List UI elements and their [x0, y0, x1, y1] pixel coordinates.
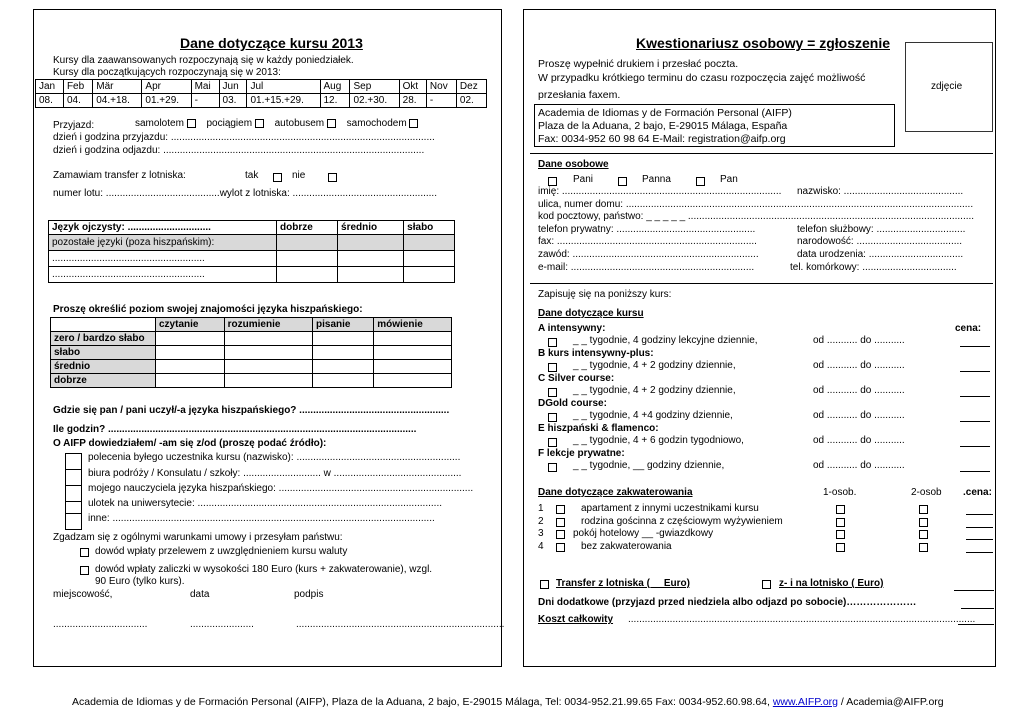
transfer-no-checkbox[interactable]: [328, 173, 337, 182]
arrival-day-field[interactable]: dzień i godzina przyjazdu: ...............................................................................................: [53, 132, 435, 143]
col-medium: średnio: [338, 221, 404, 235]
course-date-range-field[interactable]: od ........... do ...........: [813, 410, 905, 421]
col-writing: pisanie: [313, 318, 374, 332]
fill-instructions: Proszę wypełnić drukiem i przesłać poczta.: [538, 58, 739, 70]
start-date-cell: 02.+30.: [350, 94, 399, 108]
transfer-from-airport-checkbox[interactable]: [540, 580, 549, 589]
start-date-cell: 28.: [399, 94, 426, 108]
other-languages-label: pozostałe języki (poza hiszpańskim):: [49, 235, 277, 251]
nationality-field[interactable]: narodowość: ......................................: [797, 236, 963, 247]
transfer-both-label: z- i na lotnisko ( Euro): [779, 578, 884, 589]
transport-options: [135, 118, 418, 130]
intro-beginners: Kursy dla początkujących rozpoczynają się w 2013:: [53, 67, 281, 78]
course-name: F lekcje prywatne:: [538, 448, 625, 459]
salutation-panna-label: Panna: [642, 174, 671, 185]
transfer-no-label: nie: [292, 170, 306, 181]
month-header: Feb: [63, 80, 92, 94]
footer-email: / Academia@AIFP.org: [838, 696, 944, 708]
single-room-checkbox[interactable]: [836, 518, 845, 527]
mobile-field[interactable]: tel. komórkowy: ..................................: [790, 262, 957, 273]
course-name: A intensywny:: [538, 323, 606, 334]
first-name-field[interactable]: imię: ...............................................................................: [538, 186, 782, 197]
start-date-cell: 01.+15.+29.: [247, 94, 320, 108]
course-checkbox[interactable]: [548, 438, 557, 447]
course-checkbox[interactable]: [548, 363, 557, 372]
course-price-line[interactable]: [960, 421, 990, 422]
accommodation-price-line[interactable]: [966, 539, 993, 540]
course-date-range-field[interactable]: od ........... do ...........: [813, 460, 905, 471]
last-name-field[interactable]: nazwisko: ...........................................: [797, 186, 964, 197]
source-title: O AIFP dowiedziałem/ -am się z/od (proszę podać źródło):: [53, 438, 327, 449]
double-room-checkbox[interactable]: [919, 505, 928, 514]
month-header: Mär: [93, 80, 142, 94]
right-title: Kwestionariusz osobowy = zgłoszenie: [636, 35, 890, 51]
sign-place-field[interactable]: ..................................: [53, 619, 148, 630]
course-name: DGold course:: [538, 398, 607, 409]
footer: [72, 696, 944, 708]
month-header: Mai: [191, 80, 219, 94]
course-price-line[interactable]: [960, 346, 990, 347]
address-line-1: Academia de Idiomas y de Formación Personal (AIFP): [538, 107, 792, 119]
course-checkbox[interactable]: [548, 463, 557, 472]
col-weak: słabo: [404, 221, 455, 235]
course-checkbox[interactable]: [548, 388, 557, 397]
start-date-cell: 12.: [320, 94, 350, 108]
left-title: Dane dotyczące kursu 2013: [180, 35, 363, 51]
by-train-label: pociągiem: [206, 118, 253, 129]
course-date-range-field[interactable]: od ........... do ...........: [813, 360, 905, 371]
by-car-label: samochodem: [346, 118, 407, 129]
course-title: Dane dotyczące kursu: [538, 308, 644, 319]
salutation-pani-checkbox[interactable]: [548, 177, 557, 186]
agree-text: Zgadzam się z ogólnymi warunkami umowy i przesyłam państwu:: [53, 532, 343, 543]
accommodation-checkbox[interactable]: [556, 518, 565, 527]
profession-field[interactable]: zawód: ...................................................................: [538, 249, 759, 260]
phone-work-field[interactable]: telefon służbowy: ................................: [797, 224, 966, 235]
start-date-cell: -: [191, 94, 219, 108]
by-car-checkbox[interactable]: [409, 119, 418, 128]
course-weeks-field[interactable]: _ _ tygodnie, 4 + 6 godzin tygodniowo,: [573, 435, 744, 446]
month-header: Nov: [426, 80, 456, 94]
transfer-yes-label: tak: [245, 170, 259, 181]
level-row-label: dobrze: [51, 374, 156, 388]
accommodation-checkbox[interactable]: [556, 530, 565, 539]
course-date-range-field[interactable]: od ........... do ...........: [813, 435, 905, 446]
enroll-text: Zapisuję się na poniższy kurs:: [538, 289, 672, 300]
course-price-label: cena:: [955, 323, 982, 334]
course-weeks-field[interactable]: _ _ tygodnie, 4 godziny lekcyjne dziennie,: [573, 335, 758, 346]
fax-instructions: W przypadku krótkiego terminu do czasu rozpoczęcia zajęć możliwość: [538, 72, 866, 84]
single-room-checkbox[interactable]: [836, 543, 845, 552]
source-university-leaflets[interactable]: ulotek na uniwersytecie: ........................................................................................: [88, 498, 442, 509]
accommodation-price-line[interactable]: [966, 552, 993, 553]
course-name: E hiszpański & flamenco:: [538, 423, 659, 434]
accommodation-title: Dane dotyczące zakwaterowania: [538, 487, 693, 498]
salutation-panna-checkbox[interactable]: [618, 177, 627, 186]
start-date-cell: -: [426, 94, 456, 108]
course-price-line[interactable]: [960, 371, 990, 372]
source-former-student[interactable]: polecenia byłego uczestnika kursu (nazwisko): ...........................................................: [88, 452, 461, 463]
start-date-cell: 04.+18.: [93, 94, 142, 108]
accommodation-number: 2: [538, 515, 544, 527]
accommodation-checkbox[interactable]: [556, 505, 565, 514]
postcode-field[interactable]: kod pocztowy, państwo: _ _ _ _ _ .......................................................................................................: [538, 211, 975, 222]
month-header: Apr: [142, 80, 191, 94]
photo-label: zdjęcie: [931, 81, 963, 92]
spanish-level-table: [50, 317, 452, 388]
extra-days-label: Dni dodatkowe (przyjazd przed niedziela albo odjazd po sobocie)…………………: [538, 597, 917, 608]
col-speaking: mówienie: [374, 318, 452, 332]
total-price-line[interactable]: [958, 624, 994, 625]
double-room-checkbox[interactable]: [919, 530, 928, 539]
fax-instructions-2: przesłania faxem.: [538, 89, 621, 101]
address-line-2: Plaza de la Aduana, 2 bajo, E-29015 Málaga, España: [538, 120, 788, 132]
accommodation-price-label: .cena:: [963, 487, 992, 498]
fax-field[interactable]: fax: ........................................................................: [538, 236, 757, 247]
by-train-checkbox[interactable]: [255, 119, 264, 128]
double-room-checkbox[interactable]: [919, 518, 928, 527]
total-cost-label: Koszt całkowity: [538, 614, 614, 625]
course-checkbox[interactable]: [548, 338, 557, 347]
double-room-checkbox[interactable]: [919, 543, 928, 552]
course-weeks-field[interactable]: _ _ tygodnie, __ godziny dziennie,: [573, 460, 725, 471]
course-name: C Silver course:: [538, 373, 615, 384]
extra-days-price-line[interactable]: [961, 608, 994, 609]
sign-date-label: data: [190, 589, 210, 600]
course-date-range-field[interactable]: od ........... do ...........: [813, 385, 905, 396]
accommodation-label: pokój hotelowy __ -gwiazdkowy: [573, 528, 714, 539]
other-language-field-1[interactable]: .......................................................: [49, 251, 277, 267]
transfer-both-checkbox[interactable]: [762, 580, 771, 589]
sign-place-label: miejscowość,: [53, 589, 113, 600]
course-price-line[interactable]: [960, 471, 990, 472]
total-cost-field[interactable]: .............................................................................................................................: [628, 614, 976, 625]
course-checkbox[interactable]: [548, 413, 557, 422]
course-price-line[interactable]: [960, 396, 990, 397]
course-weeks-field[interactable]: _ _ tygodnie, 4 + 2 godziny dziennie,: [573, 360, 736, 371]
source-checkbox[interactable]: [65, 469, 82, 486]
departure-day-field[interactable]: dzień i godzina odjazdu: ..............................................................................................: [53, 145, 425, 156]
accommodation-price-line[interactable]: [966, 514, 993, 515]
course-weeks-field[interactable]: _ _ tygodnie, 4 + 2 godziny dziennie,: [573, 385, 736, 396]
month-header: Sep: [350, 80, 399, 94]
col-understanding: rozumienie: [224, 318, 312, 332]
single-room-checkbox[interactable]: [836, 505, 845, 514]
street-field[interactable]: ulica, numer domu: .............................................................................................................................: [538, 199, 974, 210]
source-other[interactable]: inne: ....................................................................................................................: [88, 513, 435, 524]
start-date-cell: 01.+29.: [142, 94, 191, 108]
level-row-label: średnio: [51, 360, 156, 374]
col-reading: czytanie: [156, 318, 225, 332]
intro-advanced: Kursy dla zaawansowanych rozpoczynają się w każdy poniedziałek.: [53, 55, 354, 66]
salutation-pan-checkbox[interactable]: [696, 177, 705, 186]
single-room-label: 1-osob.: [823, 487, 857, 498]
languages-table: [48, 220, 455, 283]
start-date-cell: 08.: [36, 94, 64, 108]
level-row-label: słabo: [51, 346, 156, 360]
source-travel-agency[interactable]: biura podróży / Konsulatu / szkoły: ............................ w ..............................................: [88, 468, 462, 479]
divider: [530, 153, 993, 154]
accommodation-number: 3: [538, 528, 544, 539]
personal-title: Dane osobowe: [538, 159, 609, 170]
source-teacher[interactable]: mojego nauczyciela języka hiszpańskiego: ......................................................................: [88, 483, 474, 494]
by-plane-checkbox[interactable]: [187, 119, 196, 128]
by-bus-checkbox[interactable]: [327, 119, 336, 128]
email-field[interactable]: e-mail: ..................................................................: [538, 262, 755, 273]
footer-website-link[interactable]: www.AIFP.org: [772, 696, 839, 708]
arrival-label: Przyjazd:: [53, 120, 95, 131]
sign-signature-field[interactable]: ...........................................................................: [296, 619, 505, 630]
start-dates-table: [35, 79, 487, 108]
flight-number-field[interactable]: numer lotu: .........................................wylot z lotniska: ....................................................: [53, 188, 437, 199]
payment-deposit-note: 90 Euro (tylko kurs).: [95, 576, 185, 587]
double-room-label: 2-osob: [911, 487, 942, 498]
col-good: dobrze: [277, 221, 338, 235]
transfer-yes-checkbox[interactable]: [273, 173, 282, 182]
salutation-pani-label: Pani: [573, 174, 594, 185]
source-checkbox[interactable]: [65, 513, 82, 530]
payment-transfer-label: dowód wpłaty przelewem z uwzględnieniem kursu waluty: [95, 546, 348, 557]
transfer-label: Zamawiam transfer z lotniska:: [53, 170, 186, 181]
start-date-cell: 03.: [219, 94, 247, 108]
native-language-field[interactable]: Język ojczysty: ..............................: [49, 221, 277, 235]
start-date-cell: 04.: [63, 94, 92, 108]
other-language-field-2[interactable]: .......................................................: [49, 267, 277, 283]
where-learned-field[interactable]: Gdzie się pan / pani uczył/-a języka hiszpańskiego? ......................................................: [53, 405, 450, 416]
course-name: B kurs intensywny-plus:: [538, 348, 654, 359]
month-header: Okt: [399, 80, 426, 94]
phone-private-field[interactable]: telefon prywatny: ..................................................: [538, 224, 756, 235]
by-plane-label: samolotem: [135, 118, 184, 129]
accommodation-checkbox[interactable]: [556, 543, 565, 552]
source-checkbox[interactable]: [65, 485, 82, 502]
course-price-line[interactable]: [960, 446, 990, 447]
month-header: Jul: [247, 80, 320, 94]
course-weeks-field[interactable]: _ _ tygodnie, 4 +4 godziny dziennie,: [573, 410, 733, 421]
payment-transfer-checkbox[interactable]: [80, 548, 89, 557]
divider: [530, 283, 993, 284]
payment-deposit-label: dowód wpłaty zaliczki w wysokości 180 Euro (kurs + zakwaterowanie), wzgl.: [95, 564, 433, 575]
by-bus-label: autobusem: [274, 118, 325, 129]
month-header: Jan: [36, 80, 64, 94]
address-line-3: Fax: 0034-952 60 98 64 E-Mail: registration@aifp.org: [538, 133, 786, 145]
how-long-field[interactable]: Ile godzin? ...............................................................................................................: [53, 424, 417, 435]
month-header: Aug: [320, 80, 350, 94]
accommodation-label: rodzina gościnna z częściowym wyżywieniem: [581, 515, 783, 527]
accommodation-price-line[interactable]: [966, 527, 993, 528]
level-row-label: zero / bardzo słabo: [51, 332, 156, 346]
sign-date-field[interactable]: .......................: [190, 619, 254, 630]
accommodation-label: bez zakwaterowania: [581, 540, 672, 552]
payment-deposit-checkbox[interactable]: [80, 566, 89, 575]
month-header: Dez: [456, 80, 486, 94]
salutation-pan-label: Pan: [720, 174, 738, 185]
transfer-price-line[interactable]: [954, 590, 994, 591]
accommodation-number: 1: [538, 503, 544, 514]
month-header: Jun: [219, 80, 247, 94]
accommodation-number: 4: [538, 540, 544, 552]
birthdate-field[interactable]: data urodzenia: ..................................: [797, 249, 964, 260]
accommodation-label: apartament z innymi uczestnikami kursu: [581, 503, 759, 514]
course-date-range-field[interactable]: od ........... do ...........: [813, 335, 905, 346]
start-date-cell: 02.: [456, 94, 486, 108]
source-checkbox[interactable]: [65, 453, 82, 470]
spanish-level-title: Proszę określić poziom swojej znajomości języka hiszpańskiego:: [53, 304, 363, 315]
single-room-checkbox[interactable]: [836, 530, 845, 539]
footer-text: Academia de Idiomas y de Formación Personal (AIFP), Plaza de la Aduana, 2 bajo, E-29015 Málaga, Tel: 0034-952.21.99.65 Fax: 0034-952.60.98.64,: [72, 696, 773, 708]
sign-signature-label: podpis: [294, 589, 324, 600]
transfer-from-airport-label: Transfer z lotniska (__ Euro): [556, 578, 690, 589]
